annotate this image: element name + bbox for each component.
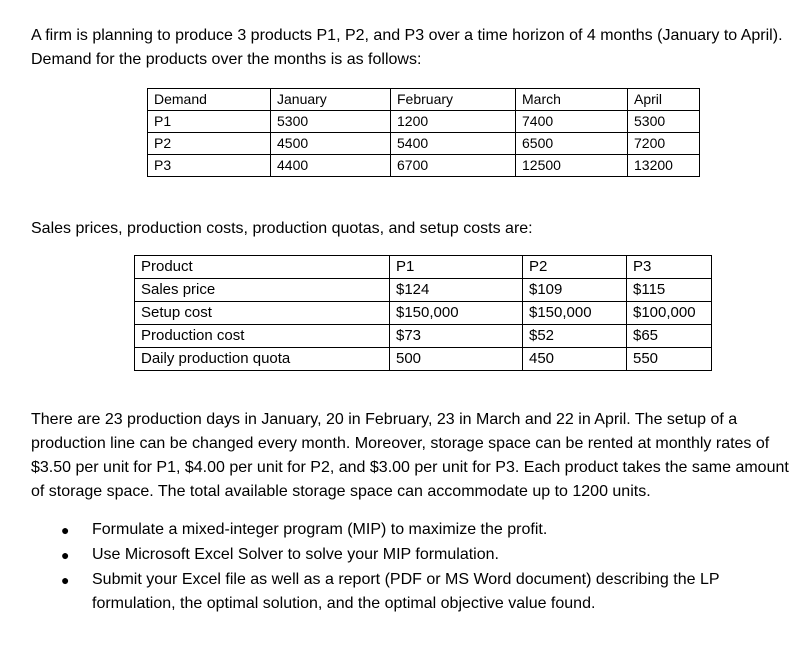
table-row bbox=[148, 155, 700, 177]
table-cell: Setup cost bbox=[135, 302, 390, 325]
table-cell: 450 bbox=[523, 348, 627, 371]
table-row bbox=[148, 111, 700, 133]
table-cell: 550 bbox=[627, 348, 712, 371]
table-header-row bbox=[148, 89, 700, 111]
table-row bbox=[135, 279, 712, 302]
sales-intro-paragraph: Sales prices, production costs, production quotas, and setup costs are: bbox=[31, 220, 533, 237]
table-cell: $73 bbox=[390, 325, 523, 348]
intro-paragraph: A firm is planning to produce 3 products P1, P2, and P3 over a time horizon of 4 months (January to April). Demand for the products over the months is as follows: bbox=[31, 27, 783, 68]
table-cell: $52 bbox=[523, 325, 627, 348]
table-header-row bbox=[135, 256, 712, 279]
table-cell: $150,000 bbox=[390, 302, 523, 325]
table-row bbox=[135, 302, 712, 325]
header-cell: February bbox=[391, 89, 516, 111]
header-cell: January bbox=[271, 89, 391, 111]
header-cell: April bbox=[628, 89, 700, 111]
bullet-icon: ● bbox=[61, 572, 70, 588]
list-item-text: Formulate a mixed-integer program (MIP) to maximize the profit. bbox=[92, 521, 548, 538]
table-cell: 6500 bbox=[516, 133, 628, 155]
table-cell: 13200 bbox=[628, 155, 700, 177]
product-parameters-table bbox=[134, 255, 712, 371]
list-item-text: Submit your Excel file as well as a report (PDF or MS Word document) describing the LP formulation, the optimal solution, and the optimal objective value found. bbox=[92, 571, 720, 612]
table-cell: P2 bbox=[148, 133, 271, 155]
storage-paragraph: There are 23 production days in January, 20 in February, 23 in March and 22 in April. The setup of a production line can be changed every month. Moreover, storage space can be rented at monthly rates of $3.50 per unit for P1, $4.00 per unit for P2, and $3.00 per unit for P3. Each product takes the same amount of storage space. The total available storage space can accommodate up to 1200 units. bbox=[31, 411, 789, 500]
bullet-icon: ● bbox=[61, 547, 70, 563]
table-cell: $150,000 bbox=[523, 302, 627, 325]
header-cell: Demand bbox=[148, 89, 271, 111]
table-cell: 7200 bbox=[628, 133, 700, 155]
list-item bbox=[31, 543, 771, 567]
table-row bbox=[135, 325, 712, 348]
list-item-text: Use Microsoft Excel Solver to solve your MIP formulation. bbox=[92, 546, 499, 563]
table-cell: 1200 bbox=[391, 111, 516, 133]
table-cell: Sales price bbox=[135, 279, 390, 302]
table-cell: 5300 bbox=[271, 111, 391, 133]
table-cell: 5400 bbox=[391, 133, 516, 155]
table-cell: $109 bbox=[523, 279, 627, 302]
table-cell: 500 bbox=[390, 348, 523, 371]
demand-table bbox=[147, 88, 700, 177]
list-item bbox=[31, 568, 771, 616]
table-cell: P3 bbox=[148, 155, 271, 177]
table-cell: $115 bbox=[627, 279, 712, 302]
header-cell: P2 bbox=[523, 256, 627, 279]
table-cell: 4400 bbox=[271, 155, 391, 177]
header-cell: Product bbox=[135, 256, 390, 279]
list-item bbox=[31, 518, 771, 542]
header-cell: P1 bbox=[390, 256, 523, 279]
table-cell: Production cost bbox=[135, 325, 390, 348]
bullet-icon: ● bbox=[61, 522, 70, 538]
task-list bbox=[31, 518, 771, 617]
table-cell: $65 bbox=[627, 325, 712, 348]
table-cell: 4500 bbox=[271, 133, 391, 155]
table-row bbox=[135, 348, 712, 371]
table-cell: 7400 bbox=[516, 111, 628, 133]
table-cell: $100,000 bbox=[627, 302, 712, 325]
table-cell: Daily production quota bbox=[135, 348, 390, 371]
header-cell: March bbox=[516, 89, 628, 111]
table-row bbox=[148, 133, 700, 155]
table-cell: 6700 bbox=[391, 155, 516, 177]
table-cell: P1 bbox=[148, 111, 271, 133]
table-cell: $124 bbox=[390, 279, 523, 302]
table-cell: 12500 bbox=[516, 155, 628, 177]
header-cell: P3 bbox=[627, 256, 712, 279]
table-cell: 5300 bbox=[628, 111, 700, 133]
